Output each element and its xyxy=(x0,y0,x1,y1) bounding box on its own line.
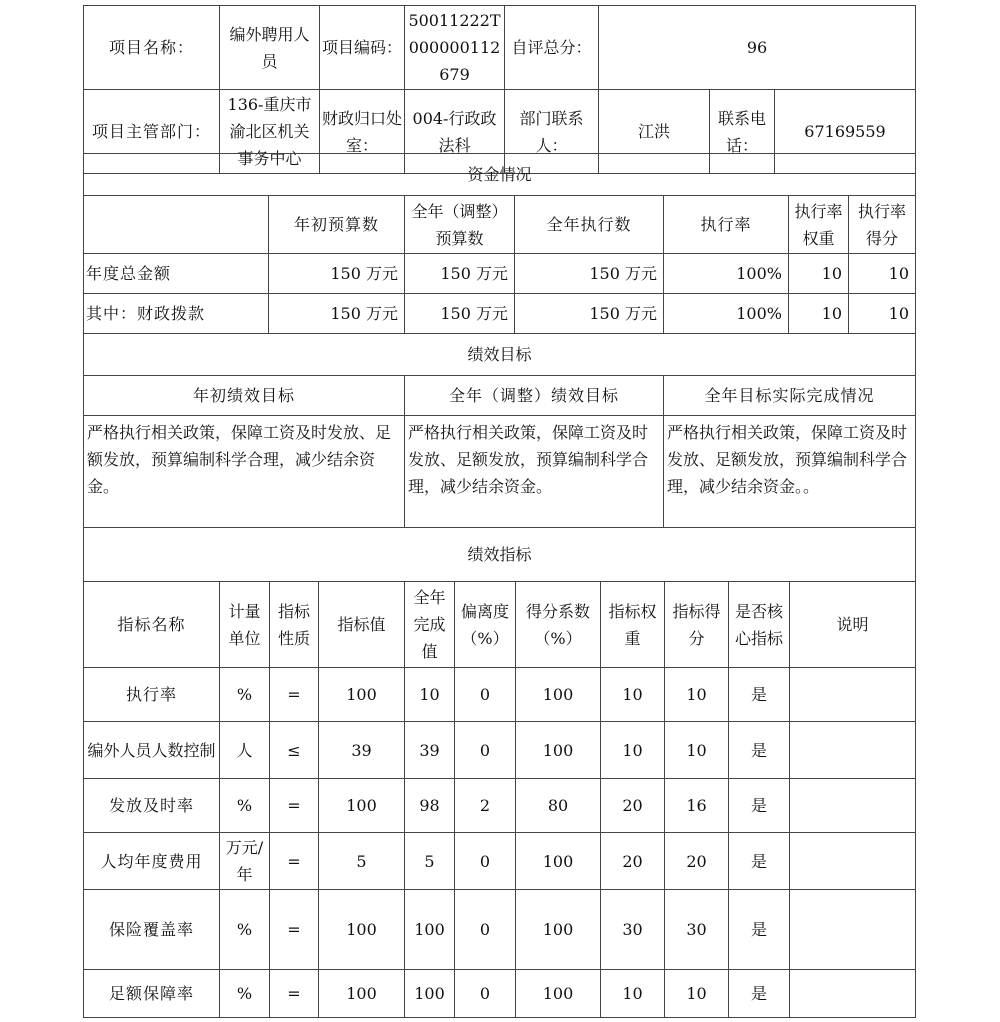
ind-cell: 5 xyxy=(405,833,455,890)
ind-cell: 是 xyxy=(729,890,790,970)
ind-cell: 5 xyxy=(319,833,405,890)
goals-header-initial: 年初绩效目标 xyxy=(84,376,405,416)
ind-cell: 80 xyxy=(516,779,601,833)
indicators-section-title: 绩效指标 xyxy=(84,528,916,582)
ind-cell: = xyxy=(270,890,319,970)
ind-cell: 100 xyxy=(405,970,455,1018)
ind-cell: 16 xyxy=(665,779,729,833)
ind-header-actual: 全年完成值 xyxy=(405,582,455,668)
ind-cell: % xyxy=(220,970,270,1018)
funds-header-exec-rate: 执行率 xyxy=(664,196,789,254)
ind-cell: 人 xyxy=(220,722,270,779)
ind-header-deviation: 偏离度（%） xyxy=(455,582,516,668)
ind-cell: 100 xyxy=(516,970,601,1018)
ind-header-core: 是否核心指标 xyxy=(729,582,790,668)
ind-cell: 100 xyxy=(319,890,405,970)
ind-cell: 2 xyxy=(455,779,516,833)
ind-note xyxy=(790,890,916,970)
ind-cell: 是 xyxy=(729,668,790,722)
ind-cell: 100 xyxy=(516,890,601,970)
ind-cell: = xyxy=(270,833,319,890)
goals-header-actual: 全年目标实际完成情况 xyxy=(664,376,916,416)
self-score-label: 自评总分： xyxy=(505,6,599,90)
ind-cell: 39 xyxy=(319,722,405,779)
ind-cell: 100 xyxy=(319,970,405,1018)
ind-cell: 10 xyxy=(665,668,729,722)
indicators-table xyxy=(83,527,916,1018)
ind-note xyxy=(790,779,916,833)
funds-cell: 150 万元 xyxy=(515,294,664,334)
ind-cell: 20 xyxy=(665,833,729,890)
funds-row-label: 年度总金额 xyxy=(84,254,269,294)
funds-header-rate-weight: 执行率权重 xyxy=(789,196,849,254)
funds-cell: 100% xyxy=(664,254,789,294)
dept-value: 136-重庆市渝北区机关事务中心 xyxy=(220,90,320,174)
ind-cell: = xyxy=(270,779,319,833)
ind-cell: 100 xyxy=(319,779,405,833)
ind-name: 足额保障率 xyxy=(84,970,220,1018)
funds-section-title: 资金情况 xyxy=(84,154,916,196)
ind-cell: 0 xyxy=(455,890,516,970)
ind-header-unit: 计量单位 xyxy=(220,582,270,668)
ind-cell: = xyxy=(270,970,319,1018)
ind-cell: 是 xyxy=(729,722,790,779)
phone-label: 联系电话： xyxy=(710,90,775,174)
ind-cell: % xyxy=(220,890,270,970)
funds-cell: 150 万元 xyxy=(515,254,664,294)
ind-cell: % xyxy=(220,779,270,833)
ind-name: 执行率 xyxy=(84,668,220,722)
phone-value: 67169559 xyxy=(775,90,916,174)
funds-cell: 150 万元 xyxy=(269,254,405,294)
ind-header-name: 指标名称 xyxy=(84,582,220,668)
funds-header-initial-budget: 年初预算数 xyxy=(269,196,405,254)
ind-cell: 10 xyxy=(405,668,455,722)
table-row xyxy=(84,668,916,722)
ind-cell: 10 xyxy=(665,970,729,1018)
funds-cell: 150 万元 xyxy=(405,254,515,294)
ind-cell: 100 xyxy=(516,833,601,890)
table-row xyxy=(84,722,916,779)
project-name-label: 项目名称： xyxy=(84,6,220,90)
self-score-value: 96 xyxy=(599,6,916,90)
ind-cell: 10 xyxy=(601,722,665,779)
ind-cell: ≤ xyxy=(270,722,319,779)
ind-cell: 万元/年 xyxy=(220,833,270,890)
ind-note xyxy=(790,970,916,1018)
ind-header-note: 说明 xyxy=(790,582,916,668)
ind-cell: 是 xyxy=(729,833,790,890)
ind-name: 发放及时率 xyxy=(84,779,220,833)
project-info-table xyxy=(83,5,916,174)
funds-cell: 10 xyxy=(849,294,916,334)
ind-cell: 0 xyxy=(455,833,516,890)
funds-header-blank xyxy=(84,196,269,254)
funds-cell: 150 万元 xyxy=(405,294,515,334)
contact-label: 部门联系人： xyxy=(505,90,599,174)
ind-header-nature: 指标性质 xyxy=(270,582,319,668)
ind-cell: 30 xyxy=(601,890,665,970)
project-code-value: 50011222T000000112679 xyxy=(405,6,505,90)
funds-cell: 150 万元 xyxy=(269,294,405,334)
funds-row xyxy=(84,294,916,334)
goals-section-title: 绩效目标 xyxy=(84,334,916,376)
funds-header-executed: 全年执行数 xyxy=(515,196,664,254)
goal-actual-text: 严格执行相关政策，保障工资及时发放、足额发放，预算编制科学合理，减少结余资金。。 xyxy=(664,416,916,528)
ind-cell: 100 xyxy=(319,668,405,722)
ind-name: 编外人员人数控制 xyxy=(84,722,220,779)
funds-row xyxy=(84,254,916,294)
ind-cell: 20 xyxy=(601,779,665,833)
ind-cell: = xyxy=(270,668,319,722)
table-row xyxy=(84,779,916,833)
ind-cell: 是 xyxy=(729,779,790,833)
ind-cell: 0 xyxy=(455,722,516,779)
contact-value: 江洪 xyxy=(599,90,710,174)
ind-cell: 10 xyxy=(665,722,729,779)
project-name-value: 编外聘用人员 xyxy=(220,6,320,90)
table-row xyxy=(84,970,916,1018)
funds-header-rate-score: 执行率得分 xyxy=(849,196,916,254)
funds-cell: 100% xyxy=(664,294,789,334)
goals-table xyxy=(83,333,916,528)
funds-row-label: 其中：财政拨款 xyxy=(84,294,269,334)
ind-name: 人均年度费用 xyxy=(84,833,220,890)
ind-header-coefficient: 得分系数（%） xyxy=(516,582,601,668)
ind-note xyxy=(790,833,916,890)
ind-header-score: 指标得分 xyxy=(665,582,729,668)
ind-cell: 39 xyxy=(405,722,455,779)
ind-cell: 100 xyxy=(405,890,455,970)
ind-header-target: 指标值 xyxy=(319,582,405,668)
finance-office-label: 财政归口处室： xyxy=(320,90,405,174)
table-row xyxy=(84,890,916,970)
ind-cell: % xyxy=(220,668,270,722)
ind-cell: 30 xyxy=(665,890,729,970)
ind-cell: 10 xyxy=(601,970,665,1018)
project-code-label: 项目编码： xyxy=(320,6,405,90)
ind-cell: 20 xyxy=(601,833,665,890)
ind-cell: 0 xyxy=(455,668,516,722)
performance-evaluation-sheet xyxy=(83,5,915,1017)
goal-initial-text: 严格执行相关政策，保障工资及时发放、足额发放，预算编制科学合理，减少结余资金。 xyxy=(84,416,405,528)
funds-header-adjusted-budget: 全年（调整）预算数 xyxy=(405,196,515,254)
ind-cell: 0 xyxy=(455,970,516,1018)
dept-label: 项目主管部门： xyxy=(84,90,220,174)
funds-cell: 10 xyxy=(849,254,916,294)
ind-cell: 是 xyxy=(729,970,790,1018)
ind-note xyxy=(790,722,916,779)
ind-cell: 100 xyxy=(516,722,601,779)
funds-cell: 10 xyxy=(789,254,849,294)
goal-adjusted-text: 严格执行相关政策，保障工资及时发放、足额发放，预算编制科学合理，减少结余资金。 xyxy=(405,416,664,528)
funds-table xyxy=(83,153,916,334)
funds-cell: 10 xyxy=(789,294,849,334)
ind-cell: 98 xyxy=(405,779,455,833)
table-row xyxy=(84,833,916,890)
ind-name: 保险覆盖率 xyxy=(84,890,220,970)
ind-cell: 10 xyxy=(601,668,665,722)
finance-office-value: 004-行政政法科 xyxy=(405,90,505,174)
ind-header-weight: 指标权重 xyxy=(601,582,665,668)
goals-header-adjusted: 全年（调整）绩效目标 xyxy=(405,376,664,416)
ind-note xyxy=(790,668,916,722)
ind-cell: 100 xyxy=(516,668,601,722)
